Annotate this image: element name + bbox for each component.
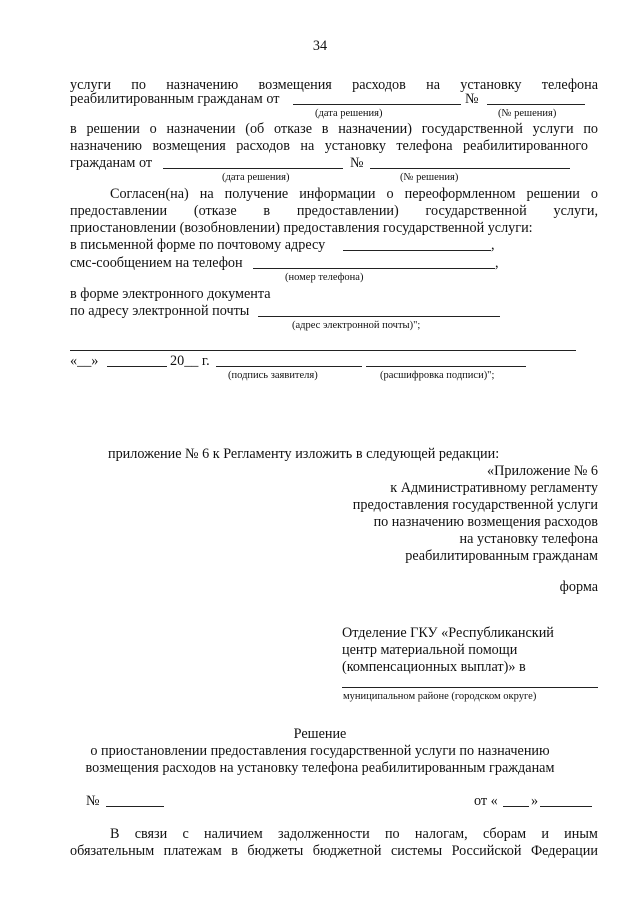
word: услуги, bbox=[553, 203, 598, 219]
word: в bbox=[321, 121, 329, 137]
postal-comma: , bbox=[491, 237, 495, 253]
decision-number-blank bbox=[106, 806, 164, 807]
email-blank bbox=[258, 316, 500, 317]
caption-phone: (номер телефона) bbox=[285, 272, 364, 283]
word: с bbox=[182, 826, 189, 842]
page-number: 34 bbox=[312, 38, 328, 54]
edoc-label: в форме электронного документа bbox=[70, 286, 271, 302]
word: бюджетной bbox=[312, 843, 382, 859]
word: решении bbox=[86, 121, 140, 137]
word: услуги bbox=[70, 77, 111, 93]
word: В bbox=[110, 826, 120, 842]
word: на bbox=[300, 138, 315, 154]
word: на bbox=[426, 77, 440, 93]
department-line-1: Отделение ГКУ «Республиканский bbox=[342, 625, 554, 641]
word: назначению bbox=[70, 138, 143, 154]
word: предоставлении bbox=[70, 203, 168, 219]
block2-number-sign: № bbox=[350, 155, 364, 171]
block2-date-blank bbox=[163, 168, 343, 169]
consent-line1: Согласен(на) на получение информации о переоформленном решении о bbox=[110, 186, 598, 202]
caption-signature: (подпись заявителя) bbox=[228, 370, 318, 381]
appendix-intro: приложение № 6 к Регламенту изложить в следующей редакции: bbox=[108, 446, 500, 462]
word: и bbox=[541, 826, 549, 842]
word: Федерации bbox=[530, 843, 598, 859]
word: по bbox=[131, 77, 146, 93]
decision-day-blank bbox=[503, 806, 529, 807]
sms-blank bbox=[253, 268, 495, 269]
decision-number-sign: № bbox=[86, 793, 100, 809]
word: назначении bbox=[166, 121, 236, 137]
word: системы bbox=[390, 843, 443, 859]
appendix-header-line-6: реабилитированным гражданам bbox=[405, 548, 598, 564]
signature-sign-blank bbox=[216, 366, 362, 367]
word: бюджеты bbox=[247, 843, 304, 859]
block2-line2 bbox=[70, 138, 588, 155]
signature-year: 20__ г. bbox=[170, 353, 210, 369]
word: обязательным bbox=[70, 843, 155, 859]
word: задолженности bbox=[277, 826, 370, 842]
decision-title: Решение bbox=[293, 726, 347, 742]
word: иным bbox=[564, 826, 598, 842]
word: связи bbox=[134, 826, 168, 842]
department-line-3: (компенсационных выплат)» в bbox=[342, 659, 526, 675]
word: налогам, bbox=[414, 826, 468, 842]
block2-number-blank bbox=[370, 168, 570, 169]
postal-label: в письменной форме по почтовому адресу bbox=[70, 237, 326, 253]
block1-number-sign: № bbox=[465, 91, 479, 107]
sms-comma: , bbox=[495, 255, 499, 271]
word: телефона bbox=[541, 77, 598, 93]
word: платежам bbox=[163, 843, 222, 859]
caption-municipality: муниципальном районе (городском округе) bbox=[343, 691, 537, 702]
word: расходов bbox=[236, 138, 290, 154]
word: наличием bbox=[204, 826, 263, 842]
form-label: форма bbox=[559, 579, 598, 595]
block1-caption-date: (дата решения) bbox=[315, 108, 383, 119]
word: телефона bbox=[396, 138, 453, 154]
caption-email: (адрес электронной почты)"; bbox=[292, 320, 421, 331]
consent-line3: приостановлении (возобновлении) предоставления государственной услуги: bbox=[70, 220, 533, 236]
word: по bbox=[583, 121, 598, 137]
block1-line2-prefix: реабилитированным гражданам от bbox=[70, 91, 280, 107]
word: по bbox=[384, 826, 400, 842]
word: государственной bbox=[421, 121, 523, 137]
block2-caption-date: (дата решения) bbox=[222, 172, 290, 183]
word: (отказе bbox=[193, 203, 237, 219]
word: реабилитированного bbox=[463, 138, 588, 154]
word: назначении) bbox=[338, 121, 412, 137]
decision-date-close: » bbox=[531, 793, 539, 809]
signature-top-rule bbox=[70, 350, 576, 351]
block2-caption-number: (№ решения) bbox=[400, 172, 459, 183]
email-label: по адресу электронной почты bbox=[70, 303, 250, 319]
word: отказе bbox=[274, 121, 312, 137]
word: расходов bbox=[352, 77, 406, 93]
signature-decode-blank bbox=[366, 366, 526, 367]
word: назначению bbox=[166, 77, 239, 93]
caption-decode: (расшифровка подписи)"; bbox=[380, 370, 495, 381]
block2-line1 bbox=[70, 121, 598, 138]
word: государственной bbox=[425, 203, 527, 219]
word: установку bbox=[324, 138, 386, 154]
word: Российской bbox=[451, 843, 522, 859]
consent-line2 bbox=[70, 203, 598, 220]
word: в bbox=[231, 843, 238, 859]
decision-date-open: от « bbox=[474, 793, 498, 809]
appendix-header-line-5: на установку телефона bbox=[459, 531, 598, 547]
block1-caption-number: (№ решения) bbox=[498, 108, 557, 119]
appendix-header-line-3: предоставления государственной услуги bbox=[352, 497, 598, 513]
word: (об bbox=[245, 121, 265, 137]
decision-subtitle-line-2: возмещения расходов на установку телефона реабилитированным гражданам bbox=[85, 760, 555, 776]
block1-number-blank bbox=[487, 104, 585, 105]
appendix-header-line-1: «Приложение № 6 bbox=[487, 463, 598, 479]
block1-date-blank bbox=[293, 104, 461, 105]
body-line-1 bbox=[110, 826, 598, 843]
postal-blank bbox=[343, 250, 491, 251]
decision-month-blank bbox=[540, 806, 592, 807]
word: сборам bbox=[482, 826, 527, 842]
signature-month-blank bbox=[107, 366, 167, 367]
appendix-header-line-4: по назначению возмещения расходов bbox=[373, 514, 598, 530]
word: установку bbox=[460, 77, 522, 93]
signature-date-day: «__» bbox=[70, 353, 99, 369]
block2-line3-prefix: гражданам от bbox=[70, 155, 153, 171]
word: возмещения bbox=[152, 138, 226, 154]
word: в bbox=[70, 121, 77, 137]
word: возмещения bbox=[258, 77, 332, 93]
body-line-2 bbox=[70, 843, 598, 860]
decision-subtitle-line-1: о приостановлении предоставления государственной услуги по назначению bbox=[90, 743, 550, 759]
department-line-2: центр материальной помощи bbox=[342, 642, 518, 658]
word: услуги bbox=[532, 121, 574, 137]
word: в bbox=[263, 203, 271, 219]
appendix-header-line-2: к Административному регламенту bbox=[390, 480, 598, 496]
municipality-blank bbox=[342, 687, 598, 688]
word: предоставлении) bbox=[296, 203, 399, 219]
sms-label: смс-сообщением на телефон bbox=[70, 255, 243, 271]
word: о bbox=[149, 121, 157, 137]
